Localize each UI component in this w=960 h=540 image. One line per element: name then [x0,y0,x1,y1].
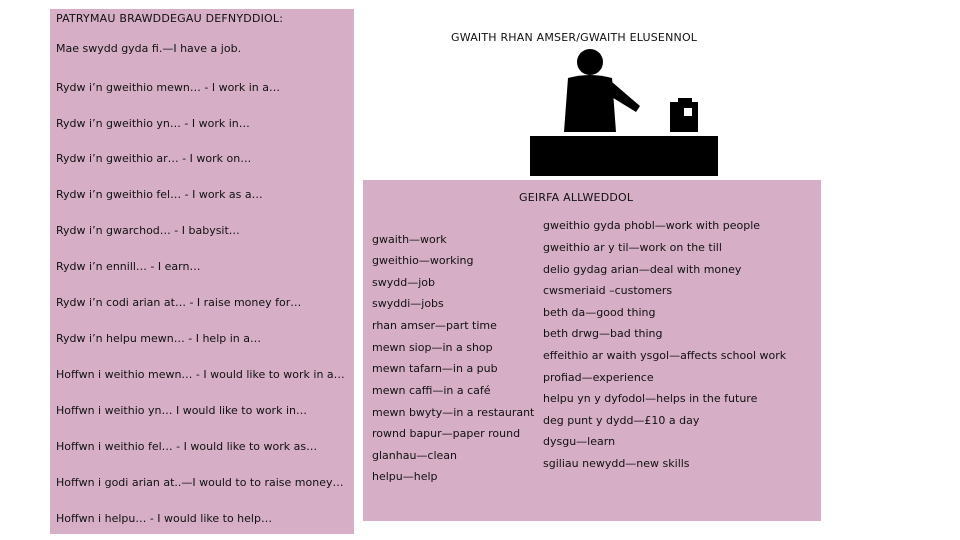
vocab-item: mewn tafarn—in a pub [372,362,498,375]
vocab-item: cwsmeriaid –customers [543,284,673,297]
vocab-item: swyddi—jobs [372,297,444,310]
left-panel-title: PATRYMAU BRAWDDEGAU DEFNYDDIOL: [56,12,284,25]
vocab-item: dysgu—learn [543,435,616,448]
phrase-item: Rydw i’n helpu mewn… - I help in a… [56,332,261,345]
vocab-item: delio gydag arian—deal with money [543,263,742,276]
vocab-item: mewn bwyty—in a restaurant [372,406,535,419]
vocab-item: swydd—job [372,276,435,289]
phrase-item: Rydw i’n gweithio yn… - I work in… [56,117,250,130]
vocab-item: helpu—help [372,470,438,483]
intro-phrase: Mae swydd gyda fi.—I have a job. [56,42,242,55]
vocab-item: effeithio ar waith ysgol—affects school work [543,349,787,362]
vocab-item: gweithio gyda phobl—work with people [543,219,761,232]
cashier-at-till-icon [528,48,720,176]
vocab-item: gweithio ar y til—work on the till [543,241,722,254]
phrase-item: Hoffwn i helpu… - I would like to help… [56,512,272,525]
vocab-item: rownd bapur—paper round [372,427,521,440]
phrase-item: Hoffwn i weithio yn… I would like to work in… [56,404,307,417]
phrase-item: Rydw i’n gweithio ar… - I work on… [56,152,252,165]
vocab-item: beth drwg—bad thing [543,327,663,340]
vocab-item: rhan amser—part time [372,319,497,332]
phrase-item: Rydw i’n gweithio fel… - I work as a… [56,188,263,201]
vocab-item: mewn siop—in a shop [372,341,493,354]
right-section-title: GWAITH RHAN AMSER/GWAITH ELUSENNOL [451,31,698,44]
vocab-item: profiad—experience [543,371,654,384]
vocab-item: gweithio—working [372,254,474,267]
vocab-item: helpu yn y dyfodol—helps in the future [543,392,758,405]
phrase-item: Hoffwn i weithio fel… - I would like to work as… [56,440,318,453]
phrase-item: Rydw i’n codi arian at… - I raise money for… [56,296,302,309]
phrase-item: Hoffwn i godi arian at..—I would to to raise money… [56,476,344,489]
vocabulary-title: GEIRFA ALLWEDDOL [519,191,634,204]
phrase-item: Rydw i’n gwarchod… - I babysit… [56,224,240,237]
phrase-item: Hoffwn i weithio mewn… - I would like to work in a… [56,368,345,381]
vocab-item: glanhau—clean [372,449,458,462]
vocab-item: gwaith—work [372,233,447,246]
phrase-item: Rydw i’n gweithio mewn… - I work in a… [56,81,280,94]
vocab-item: beth da—good thing [543,306,656,319]
vocab-item: deg punt y dydd—£10 a day [543,414,700,427]
phrase-item: Rydw i’n ennill… - I earn… [56,260,201,273]
vocab-item: mewn caffi—in a café [372,384,491,397]
vocab-item: sgiliau newydd—new skills [543,457,690,470]
